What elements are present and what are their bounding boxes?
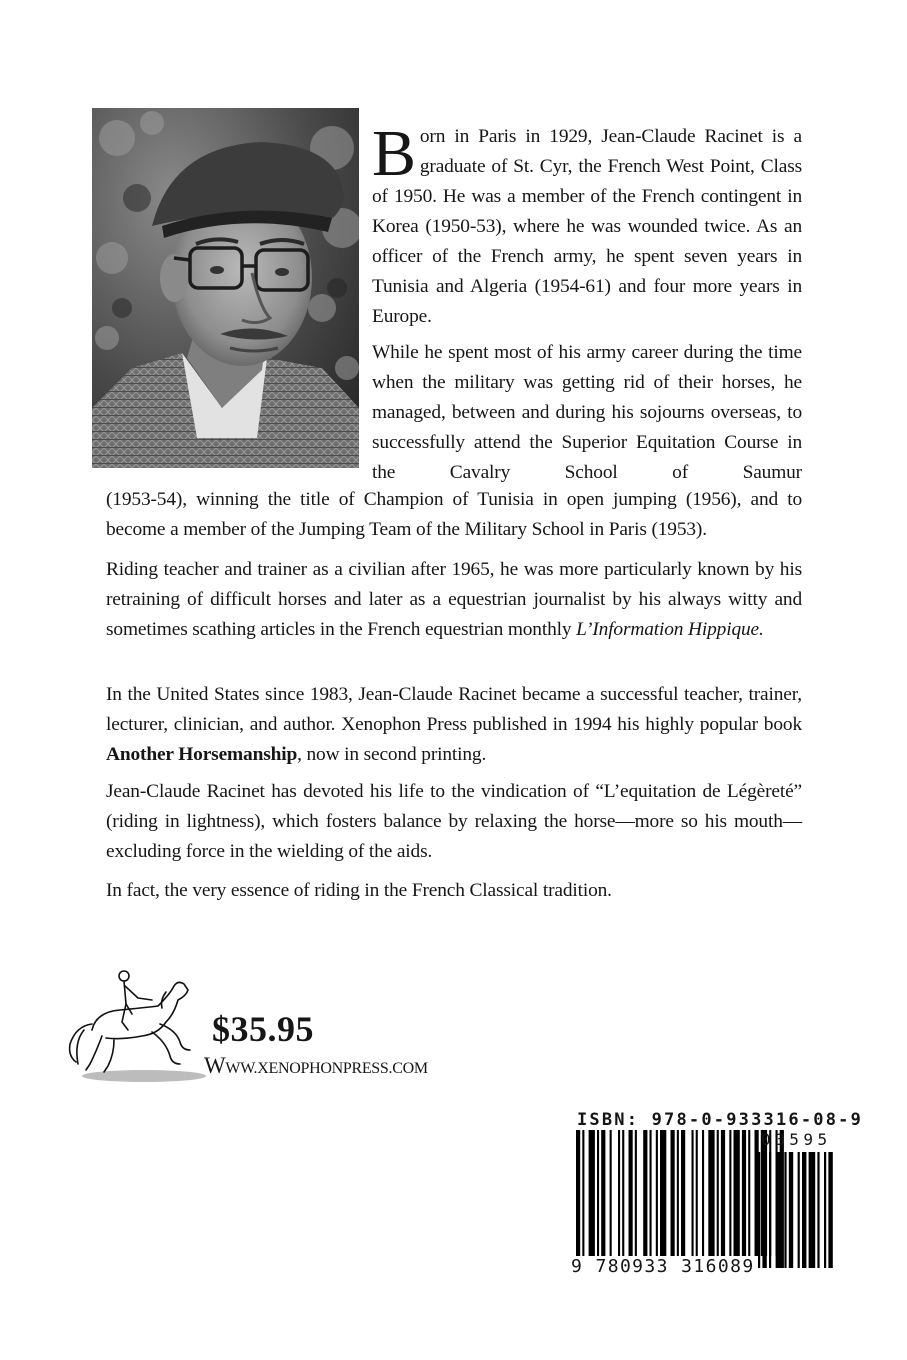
barcode-bar: [650, 1130, 652, 1256]
bio-paragraph-2-lower: [106, 485, 802, 545]
bio-paragraph-1-text: orn in Paris in 1929, Jean-Claude Racinet is a graduate of St. Cyr, the French West Point, Class of 1950. He was a member of the French contingent in Korea (1950-53), where he was wounded twice. As an officer of the French army, he spent seven years in Tunisia and Algeria (1954-61) and four more years in Europe.: [372, 126, 802, 327]
barcode-bar: [681, 1130, 685, 1256]
bio-paragraph-5: [106, 777, 802, 867]
barcode-addon-bar: [828, 1152, 832, 1268]
barcode-bar: [677, 1130, 679, 1256]
horse-rider-logo-icon: [62, 964, 212, 1086]
price: $35.95: [212, 1009, 314, 1049]
bio-paragraph-6-text: In fact, the very essence of riding in the French Classical tradition.: [106, 880, 612, 901]
price-code: 03595: [761, 1130, 832, 1149]
barcode-bar: [576, 1130, 580, 1268]
barcode-bar: [742, 1130, 746, 1256]
barcode-bar: [589, 1130, 595, 1256]
barcode-addon-bar: [769, 1152, 771, 1268]
drop-cap: B: [372, 117, 416, 190]
bio-paragraph-2-upper-text: While he spent most of his army career during the time when the military was getting rid of their horses, he managed, between and during his sojourns overseas, to successfully attend the Superior Equitation Course in the Cavalry School of Saumur: [372, 342, 802, 483]
barcode-addon-bar: [798, 1152, 800, 1268]
magazine-title: L’Information Hippique.: [576, 619, 764, 640]
barcode: [562, 1130, 862, 1276]
barcode-bar: [601, 1130, 605, 1256]
barcode-bar: [610, 1130, 612, 1256]
bio-paragraph-6: [106, 876, 802, 906]
url-mid: WW.XENOPHONPRESS: [225, 1060, 389, 1077]
bio-paragraph-4: [106, 680, 802, 770]
barcode-bar: [643, 1130, 647, 1256]
url-lead: W: [204, 1053, 226, 1078]
bio-paragraph-4-text: In the United States since 1983, Jean-Claude Racinet became a successful teacher, trainer, lecturer, clinician, and author. Xenophon Press published in 1994 his highly popular book: [106, 684, 802, 735]
barcode-addon-bar: [824, 1152, 826, 1268]
bio-paragraph-5-text: Jean-Claude Racinet has devoted his life to the vindication of “L’equitation de Légèreté” (riding in lightness), which fosters balance by relaxing the horse—more so his mouth—excluding force in the wielding of the aids.: [106, 781, 802, 862]
barcode-bar: [729, 1130, 731, 1256]
barcode-bar: [622, 1130, 624, 1256]
barcode-addon-bar: [802, 1152, 806, 1268]
book-title: Another Horsemanship: [106, 744, 298, 765]
bio-paragraph-3-text: Riding teacher and trainer as a civilian after 1965, he was more particularly known by his retraining of difficult horses and later as a equestrian journalist by his always witty and sometimes scathing articles in the French equestrian monthly: [106, 559, 802, 640]
barcode-addon-bar: [762, 1152, 766, 1268]
barcode-bar: [696, 1130, 698, 1256]
barcode-addon-bar: [789, 1152, 793, 1268]
url-tail: .COM: [388, 1060, 428, 1077]
barcode-bar: [721, 1130, 725, 1256]
barcode-addon-bar: [809, 1152, 816, 1268]
barcode-addon-bar: [776, 1152, 783, 1268]
barcode-addon-bar: [817, 1152, 819, 1268]
bio-paragraph-2-lower-text: (1953-54), winning the title of Champion of Tunisia in open jumping (1956), and to become a member of the Jumping Team of the Military School in Paris (1953).: [106, 489, 802, 540]
barcode-bar: [597, 1130, 599, 1256]
barcode-bar: [656, 1130, 658, 1256]
bio-paragraph-1: [372, 117, 802, 332]
barcode-bar: [702, 1130, 704, 1256]
barcode-bar: [692, 1130, 694, 1256]
barcode-bar: [734, 1130, 740, 1256]
barcode-bar: [618, 1130, 620, 1256]
barcode-bar: [708, 1130, 714, 1256]
bio-paragraph-2-upper: [372, 338, 802, 488]
barcode-addon-bar: [758, 1152, 760, 1268]
barcode-bar: [582, 1130, 584, 1256]
barcode-bar: [748, 1130, 750, 1256]
barcode-bar: [671, 1130, 675, 1256]
isbn-label: ISBN: 978-0-933316-08-9: [577, 1110, 864, 1130]
barcode-bars: [562, 1130, 862, 1276]
author-photo: [92, 108, 359, 468]
publisher-url[interactable]: [204, 1053, 428, 1079]
barcode-addon-bar: [784, 1152, 786, 1268]
barcode-bar: [717, 1130, 719, 1256]
barcode-bar: [635, 1130, 637, 1256]
barcode-bar: [660, 1130, 666, 1256]
bio-paragraph-4-tail: , now in second printing.: [297, 744, 487, 765]
ean-number: 9 780933 316089: [571, 1256, 755, 1277]
bio-paragraph-3: [106, 555, 802, 645]
barcode-bar: [629, 1130, 633, 1256]
